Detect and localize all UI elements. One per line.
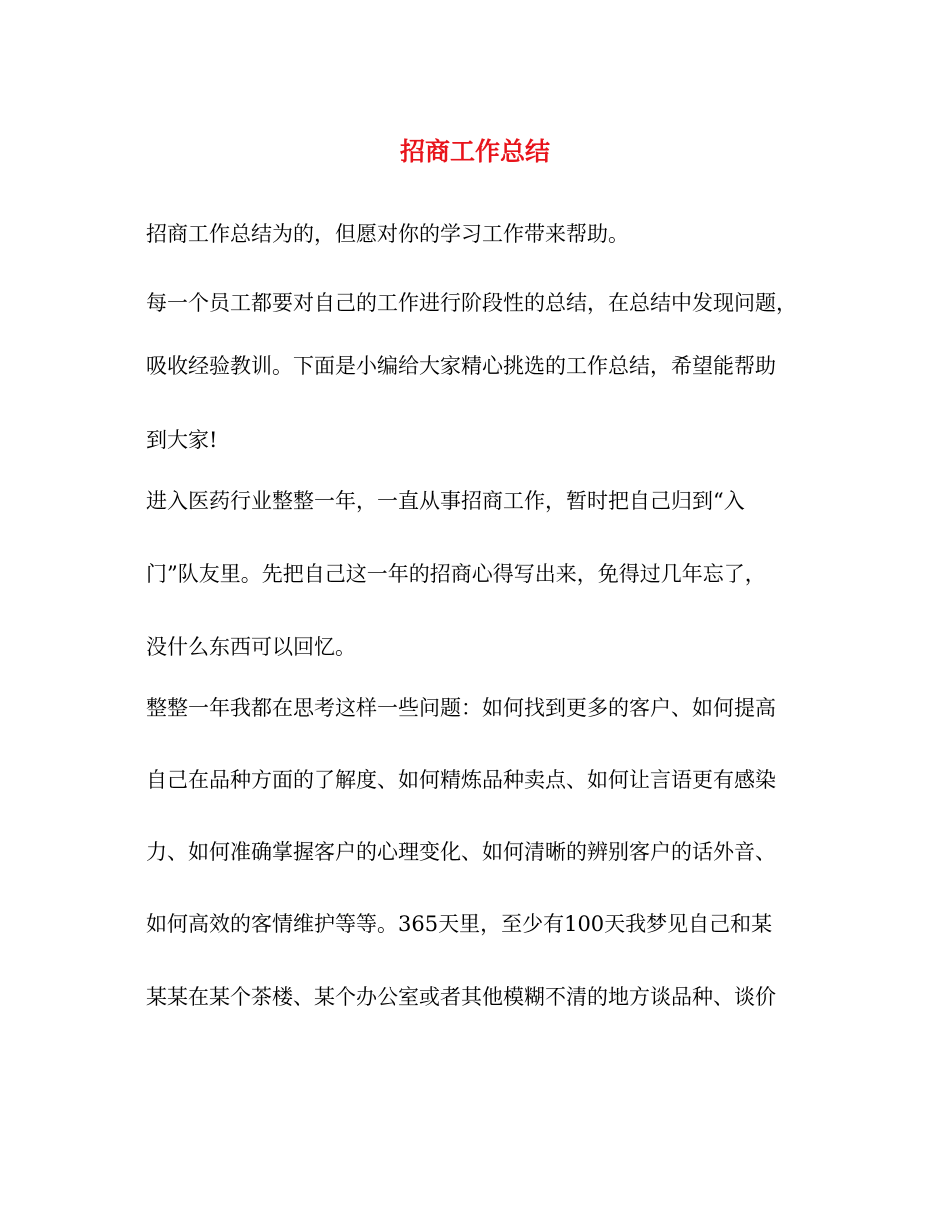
- text-line: 招商工作总结为的，但愿对你的学习工作带来帮助。: [146, 222, 629, 246]
- text-line: 力、如何准确掌握客户的心理变化、如何清晰的辨别客户的话外音、: [146, 840, 776, 864]
- text-line: 如何高效的客情维护等等。365天里，至少有100天我梦见自己和某: [146, 912, 773, 936]
- text-line: 进入医药行业整整一年，一直从事招商工作，暂时把自己归到“入: [146, 489, 745, 513]
- text-line: 每一个员工都要对自己的工作进行阶段性的总结，在总结中发现问题，: [146, 291, 797, 315]
- text-line: 整整一年我都在思考这样一些问题：如何找到更多的客户、如何提高: [146, 696, 776, 720]
- document-title: 招商工作总结: [399, 137, 550, 166]
- text-line: 没什么东西可以回忆。: [146, 635, 356, 659]
- text-line: 到大家!: [146, 428, 218, 452]
- text-line: 某某在某个茶楼、某个办公室或者其他模糊不清的地方谈品种、谈价: [146, 985, 776, 1009]
- text-line: 吸收经验教训。下面是小编给大家精心挑选的工作总结，希望能帮助: [146, 354, 776, 378]
- text-line: 自己在品种方面的了解度、如何精炼品种卖点、如何让言语更有感染: [146, 768, 776, 792]
- text-line: 门”队友里。先把自己这一年的招商心得写出来，免得过几年忘了，: [146, 562, 766, 586]
